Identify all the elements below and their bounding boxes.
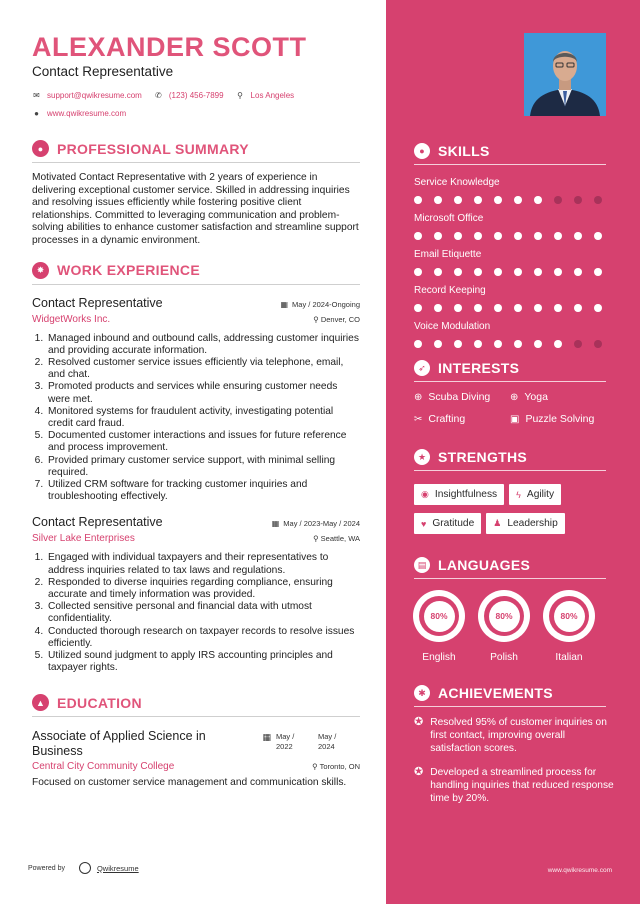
strengths-heading: ★ STRENGTHS <box>414 449 606 471</box>
list-item: 4. Conducted thorough research on taxpayer records to resolve issues efficiently. <box>46 626 360 650</box>
language-ring: 80% <box>413 590 465 642</box>
interests-heading: ➶ INTERESTS <box>414 360 606 382</box>
education-dates: ▦ May / 2022 May / 2024 <box>262 732 337 752</box>
skill-name: Email Etiquette <box>414 249 482 260</box>
contact-email[interactable]: ✉ support@qwikresume.com <box>33 91 142 100</box>
contact-info <box>32 91 360 118</box>
strengths-list <box>414 484 614 534</box>
strength-chip: ◉ Insightfulness <box>414 484 504 505</box>
rating-dot <box>534 304 542 312</box>
language-icon: ▤ <box>414 557 430 573</box>
rating-dot <box>494 304 502 312</box>
strength-chip: ♥ Gratitude <box>414 513 481 534</box>
interest-item: ⊕ Scuba Diving <box>414 391 491 403</box>
skill-item <box>414 213 614 240</box>
list-item: 1. Engaged with individual taxpayers and their representatives to address inquiries related to tax laws and regulations. <box>46 552 360 576</box>
calendar-icon: ▦ <box>271 519 280 529</box>
company-name: Silver Lake Enterprises <box>32 533 135 545</box>
star-badge-icon: ✪ <box>414 766 424 778</box>
rating-dot <box>454 340 462 348</box>
skill-rating <box>414 304 614 312</box>
job-title: Contact Representative <box>32 295 163 310</box>
job-bullets <box>32 333 360 504</box>
rocket-icon: ➶ <box>414 360 430 376</box>
interest-item: ▣ Puzzle Solving <box>510 413 595 425</box>
interests-list <box>414 391 610 425</box>
skill-rating <box>414 196 614 204</box>
education-description: Focused on customer service management and communication skills. <box>32 777 347 789</box>
education-heading: ▲ EDUCATION <box>32 694 360 717</box>
language-item: 80% Polish <box>471 590 537 663</box>
rating-dot <box>494 268 502 276</box>
contact-website[interactable]: ● www.qwikresume.com <box>32 109 126 118</box>
pin-icon: ⚲ <box>313 314 321 324</box>
skill-name: Microsoft Office <box>414 213 484 224</box>
pin-icon: ⚲ <box>313 534 321 544</box>
scissors-icon: ✂ <box>414 413 423 425</box>
job-location: ⚲ Seattle, WA <box>313 534 360 544</box>
rating-dot <box>514 340 522 348</box>
rating-dot <box>594 304 602 312</box>
list-item: 2. Resolved customer service issues efficiently via telephone, email, and chat. <box>46 357 360 381</box>
rating-dot <box>494 340 502 348</box>
briefcase-icon: ✸ <box>32 262 49 279</box>
rating-dot <box>554 196 562 204</box>
rating-dot <box>514 268 522 276</box>
rating-dot <box>474 340 482 348</box>
rating-dot <box>474 196 482 204</box>
skill-item <box>414 321 614 348</box>
language-item: 80% Italian <box>536 590 602 663</box>
interest-item: ⊕ Yoga <box>510 391 548 403</box>
rating-dot <box>414 304 422 312</box>
list-item: 5. Utilized sound judgment to apply IRS accounting principles and taxpayer rights. <box>46 650 360 674</box>
rating-dot <box>554 268 562 276</box>
qwikresume-logo-icon <box>79 862 91 874</box>
portrait-image <box>524 33 606 116</box>
brand-link[interactable]: Qwikresume <box>96 863 139 873</box>
list-item: 3. Collected sensitive personal and financial data with utmost confidentiality. <box>46 601 360 625</box>
lightbulb-icon: ● <box>414 143 430 159</box>
job-title: Contact Representative <box>32 515 163 530</box>
rating-dot <box>494 232 502 240</box>
skill-item <box>414 177 614 204</box>
contact-location: ⚲ Los Angeles <box>237 91 295 100</box>
rating-dot <box>414 340 422 348</box>
job-dates: ▦ May / 2023-May / 2024 <box>271 519 360 529</box>
list-item: 1. Managed inbound and outbound calls, addressing customer inquiries and providing accurate information. <box>46 333 360 357</box>
rating-dot <box>574 268 582 276</box>
rating-dot <box>454 232 462 240</box>
skill-name: Record Keeping <box>414 285 486 296</box>
strength-chip: ♟ Leadership <box>486 513 565 534</box>
rating-dot <box>554 340 562 348</box>
skill-name: Service Knowledge <box>414 177 500 188</box>
phone-icon: ✆ <box>154 91 162 100</box>
rating-dot <box>554 232 562 240</box>
rating-dot <box>434 340 442 348</box>
profile-photo <box>524 33 606 116</box>
calendar-icon: ▦ <box>262 732 271 743</box>
skills-heading: ● SKILLS <box>414 143 606 165</box>
rating-dot <box>474 304 482 312</box>
language-ring: 80% <box>478 590 530 642</box>
language-ring: 80% <box>543 590 595 642</box>
calendar-icon: ▦ <box>280 299 289 309</box>
rating-dot <box>454 304 462 312</box>
rating-dot <box>534 196 542 204</box>
rating-dot <box>594 232 602 240</box>
rating-dot <box>434 196 442 204</box>
achievements-list <box>414 705 614 805</box>
eye-icon: ◉ <box>421 489 429 499</box>
skill-item <box>414 249 614 276</box>
job-entry <box>32 296 360 504</box>
rating-dot <box>434 304 442 312</box>
education-entry <box>32 729 360 758</box>
list-item: 6. Provided primary customer service support, with minimal selling required. <box>46 455 360 479</box>
skill-rating <box>414 340 614 348</box>
school-location: ⚲ Toronto, ON <box>312 762 360 772</box>
globe-icon: ⊕ <box>414 391 423 403</box>
rating-dot <box>474 232 482 240</box>
summary-heading: ● PROFESSIONAL SUMMARY <box>32 140 360 163</box>
rating-dot <box>514 304 522 312</box>
achievement-item: ✪ Resolved 95% of customer inquiries on first contact, improving overall satisfaction scores. <box>414 716 607 754</box>
globe-icon: ⊕ <box>510 391 519 403</box>
rating-dot <box>514 232 522 240</box>
rating-dot <box>574 232 582 240</box>
school-name: Central City Community College <box>32 761 175 773</box>
pin-icon: ⚲ <box>312 762 320 772</box>
languages-heading: ▤ LANGUAGES <box>414 557 606 579</box>
mail-icon: ✉ <box>33 91 40 100</box>
rating-dot <box>414 196 422 204</box>
star-badge-icon: ✪ <box>414 716 424 728</box>
heart-icon: ♥ <box>421 518 427 529</box>
list-item: 7. Utilized CRM software for tracking customer inquiries and troubleshooting effectively. <box>46 479 360 503</box>
bolt-icon: ϟ <box>516 489 521 500</box>
right-column <box>386 0 640 904</box>
rating-dot <box>534 268 542 276</box>
rating-dot <box>414 268 422 276</box>
footer-branding: Powered by Qwikresume <box>28 863 139 873</box>
list-item: 5. Documented customer interactions and issues for future reference and process improvement. <box>46 430 360 454</box>
skill-item <box>414 285 614 312</box>
list-item: 3. Promoted products and services while ensuring customer needs were met. <box>46 381 360 405</box>
rating-dot <box>594 340 602 348</box>
rating-dot <box>574 304 582 312</box>
job-entry <box>32 515 360 674</box>
rating-dot <box>574 196 582 204</box>
achievements-heading: ✱ ACHIEVEMENTS <box>414 685 606 707</box>
globe-icon: ● <box>34 109 39 118</box>
puzzle-icon: ▣ <box>510 413 520 425</box>
rating-dot <box>514 196 522 204</box>
rating-dot <box>534 232 542 240</box>
rating-dot <box>574 340 582 348</box>
trophy-icon: ✱ <box>414 685 430 701</box>
footer-site: www.qwikresume.com <box>547 867 612 874</box>
language-item: 80% English <box>406 590 472 663</box>
job-dates: ▦ May / 2024-Ongoing <box>280 299 360 309</box>
user-icon: ● <box>32 140 49 157</box>
rating-dot <box>454 268 462 276</box>
graduation-cap-icon: ▲ <box>32 694 49 711</box>
interest-item: ✂ Crafting <box>414 413 466 425</box>
languages-list <box>406 590 602 663</box>
rating-dot <box>474 268 482 276</box>
summary-text: Motivated Contact Representative with 2 years of experience in delivering exceptional customer service. Skilled in addressing inquiries and resolving issues efficiently while fostering positive client relationships. Committed to leveraging communication and problem-solving abilities to enhance customer satisfaction and streamline support processes in a dynamic environment. <box>32 172 359 246</box>
job-location: ⚲ Denver, CO <box>313 314 360 324</box>
company-name: WidgetWorks Inc. <box>32 313 111 325</box>
skill-rating <box>414 232 614 240</box>
strength-chip: ϟ Agility <box>509 484 561 505</box>
star-icon: ★ <box>414 449 430 465</box>
achievement-item: ✪ Developed a streamlined process for handling inquiries that reduced response time by 20%. <box>414 766 614 804</box>
rating-dot <box>534 340 542 348</box>
location-pin-icon: ⚲ <box>237 91 243 100</box>
list-item: 2. Responded to diverse inquiries regarding compliance, ensuring accurate and timely information was provided. <box>46 577 360 601</box>
rating-dot <box>414 232 422 240</box>
skills-list <box>414 168 614 348</box>
experience-heading: ✸ WORK EXPERIENCE <box>32 262 360 285</box>
candidate-name: ALEXANDER SCOTT <box>32 32 307 62</box>
rating-dot <box>434 268 442 276</box>
skill-name: Voice Modulation <box>414 321 491 332</box>
rating-dot <box>554 304 562 312</box>
contact-phone[interactable]: ✆ (123) 456-7899 <box>154 91 224 100</box>
users-icon: ♟ <box>493 518 502 528</box>
job-bullets <box>32 552 360 674</box>
degree-title: Associate of Applied Science in Business <box>32 729 206 758</box>
rating-dot <box>434 232 442 240</box>
skill-rating <box>414 268 614 276</box>
rating-dot <box>594 196 602 204</box>
rating-dot <box>454 196 462 204</box>
rating-dot <box>594 268 602 276</box>
list-item: 4. Monitored systems for fraudulent activity, investigating potential credit card fraud. <box>46 406 360 430</box>
rating-dot <box>494 196 502 204</box>
candidate-role: Contact Representative <box>32 64 174 79</box>
